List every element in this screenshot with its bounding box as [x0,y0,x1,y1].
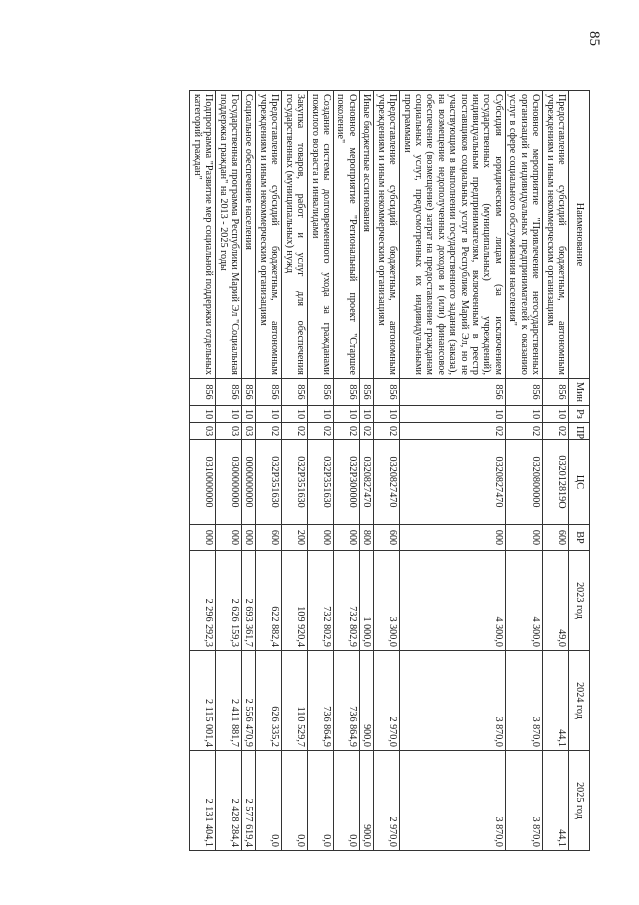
row-cs: 0320827470 [374,440,400,525]
row-2025: 2 428 284,4 [216,751,242,851]
row-min: 856 [256,379,282,406]
row-2024: 2 970,0 [374,651,400,751]
row-name: Предоставление субсидий бюджетным, автономным учреждениям и иным некоммерческим организациям [374,91,400,379]
row-vr: 000 [190,525,216,551]
row-vr: 600 [256,525,282,551]
row-pr: 02 [308,423,334,440]
row-cs: 0000000000 [242,440,256,525]
header-2024: 2024 год [569,651,590,751]
row-2025: 0,0 [333,751,359,851]
row-2024: 110 529,7 [282,651,308,751]
row-2024: 2 411 881,7 [216,651,242,751]
row-2023: 1 000,0 [359,551,373,651]
table-row [359,91,373,851]
budget-table [189,90,590,851]
row-name: Государственная программа Республики Марий Эл "Социальная поддержка граждан" на 2013 - 2025 годы [216,91,242,379]
row-rz: 10 [359,406,373,423]
row-name: Создание системы долговременного ухода за гражданами пожилого возраста и инвалидами [308,91,334,379]
row-cs: 0320800000 [505,440,542,525]
row-pr: 03 [190,423,216,440]
row-2025: 900,0 [359,751,373,851]
table-body [190,91,569,851]
table-row [216,91,242,851]
row-2025: 2 131 404,1 [190,751,216,851]
page-number: 85 [586,31,602,46]
row-2025: 3 870,0 [400,751,506,851]
row-pr: 03 [216,423,242,440]
row-2024: 44,1 [543,651,569,751]
row-vr: 200 [282,525,308,551]
header-cs: ЦС [569,440,590,525]
row-min: 856 [242,379,256,406]
row-2024: 626 335,2 [256,651,282,751]
row-2024: 900,0 [359,651,373,751]
row-vr: 000 [216,525,242,551]
row-vr: 800 [359,525,373,551]
row-2025: 2 970,0 [374,751,400,851]
row-name: Основное мероприятие "Привлечение негосударственных организаций и индивидуальных предпринимателей к оказанию услуг в сфере социального обслуживания населения" [505,91,542,379]
row-cs: 0300000000 [216,440,242,525]
row-rz: 10 [242,406,256,423]
table-row [190,91,216,851]
row-vr: 000 [400,525,506,551]
row-cs: 0320827470 [359,440,373,525]
row-min: 856 [359,379,373,406]
row-cs: 032P351630 [256,440,282,525]
row-pr: 02 [282,423,308,440]
row-name: Предоставление субсидий бюджетным, автономным учреждениям и иным некоммерческим организациям [543,91,569,379]
row-name: Социальное обеспечение населения [242,91,256,379]
row-rz: 10 [216,406,242,423]
row-2025: 2 577 619,4 [242,751,256,851]
row-pr: 02 [505,423,542,440]
row-vr: 000 [333,525,359,551]
row-name: Субсидия юридическим лицам (за исключением государственных (муниципальных) учреждений), индивидуальным предпринимателям, включенным в реестр поставщиков социальных услуг в Республике Марий Эл, но не участвующим в выполнении государственного задания (заказа), на возмещение недополученных доходов и (или) финансовое обеспечение (возмещение) затрат на предоставление гражданам социальных услут, предусмотренных их индивидуальными программами [400,91,506,379]
row-2023: 4 300,0 [505,551,542,651]
row-name: Иные бюджетные ассигнования [359,91,373,379]
row-2024: 3 870,0 [505,651,542,751]
row-min: 856 [333,379,359,406]
row-min: 856 [400,379,506,406]
row-min: 856 [374,379,400,406]
row-2025: 3 870,0 [505,751,542,851]
row-vr: 600 [374,525,400,551]
table-row [333,91,359,851]
row-vr: 000 [242,525,256,551]
row-2024: 2 115 001,4 [190,651,216,751]
row-rz: 10 [190,406,216,423]
row-2023: 2 693 361,7 [242,551,256,651]
row-2024: 736 864,9 [333,651,359,751]
row-cs: 032P351630 [308,440,334,525]
row-2024: 3 870,0 [400,651,506,751]
table-row [374,91,400,851]
row-min: 856 [216,379,242,406]
row-2023: 109 920,4 [282,551,308,651]
row-cs: 032P351630 [282,440,308,525]
row-rz: 10 [256,406,282,423]
row-2023: 2 626 159,3 [216,551,242,651]
row-rz: 10 [400,406,506,423]
row-cs: 0320827470 [400,440,506,525]
row-name: Подпрограмма "Развитие мер социальной поддержки отдельных категорий граждан" [190,91,216,379]
budget-table-sheet [122,90,590,850]
row-2023: 49,0 [543,551,569,651]
row-min: 856 [282,379,308,406]
row-pr: 02 [256,423,282,440]
table-row [400,91,506,851]
row-2023: 622 882,4 [256,551,282,651]
row-2024: 2 556 470,9 [242,651,256,751]
table-row [242,91,256,851]
header-name: Наименование [569,91,590,379]
row-min: 856 [543,379,569,406]
header-2023: 2023 год [569,551,590,651]
header-vr: ВР [569,525,590,551]
row-rz: 10 [374,406,400,423]
row-pr: 02 [374,423,400,440]
row-cs: 032012819О [543,440,569,525]
row-vr: 000 [505,525,542,551]
row-vr: 000 [308,525,334,551]
row-2025: 0,0 [308,751,334,851]
row-2025: 44,1 [543,751,569,851]
row-name: Предоставление субсидий бюджетным, автономным учреждениям и иным некоммерческим организациям [256,91,282,379]
header-2025: 2025 год [569,751,590,851]
row-vr: 600 [543,525,569,551]
table-row [543,91,569,851]
row-rz: 10 [333,406,359,423]
row-rz: 10 [282,406,308,423]
row-2023: 4 300,0 [400,551,506,651]
row-name: Закупка товаров, работ и услуг для обеспечения государственных (муниципальных) нужд [282,91,308,379]
row-pr: 02 [543,423,569,440]
table-row [256,91,282,851]
row-min: 856 [505,379,542,406]
table-row [308,91,334,851]
row-2025: 0,0 [282,751,308,851]
row-2025: 0,0 [256,751,282,851]
row-2024: 736 864,9 [308,651,334,751]
row-rz: 10 [505,406,542,423]
row-pr: 02 [400,423,506,440]
row-name: Основное мероприятие "Региональный проект "Старшее поколение" [333,91,359,379]
row-cs: 032P300000 [333,440,359,525]
row-cs: 0310000000 [190,440,216,525]
table-header-row [569,91,590,851]
row-pr: 02 [333,423,359,440]
row-rz: 10 [308,406,334,423]
header-pr: ПР [569,423,590,440]
row-min: 856 [308,379,334,406]
header-min: Мин [569,379,590,406]
row-pr: 03 [242,423,256,440]
table-row [505,91,542,851]
row-2023: 3 300,0 [374,551,400,651]
row-min: 856 [190,379,216,406]
table-row [282,91,308,851]
row-2023: 2 296 292,3 [190,551,216,651]
row-pr: 02 [359,423,373,440]
row-2023: 732 802,9 [333,551,359,651]
header-rz: Рз [569,406,590,423]
row-rz: 10 [543,406,569,423]
row-2023: 732 802,9 [308,551,334,651]
